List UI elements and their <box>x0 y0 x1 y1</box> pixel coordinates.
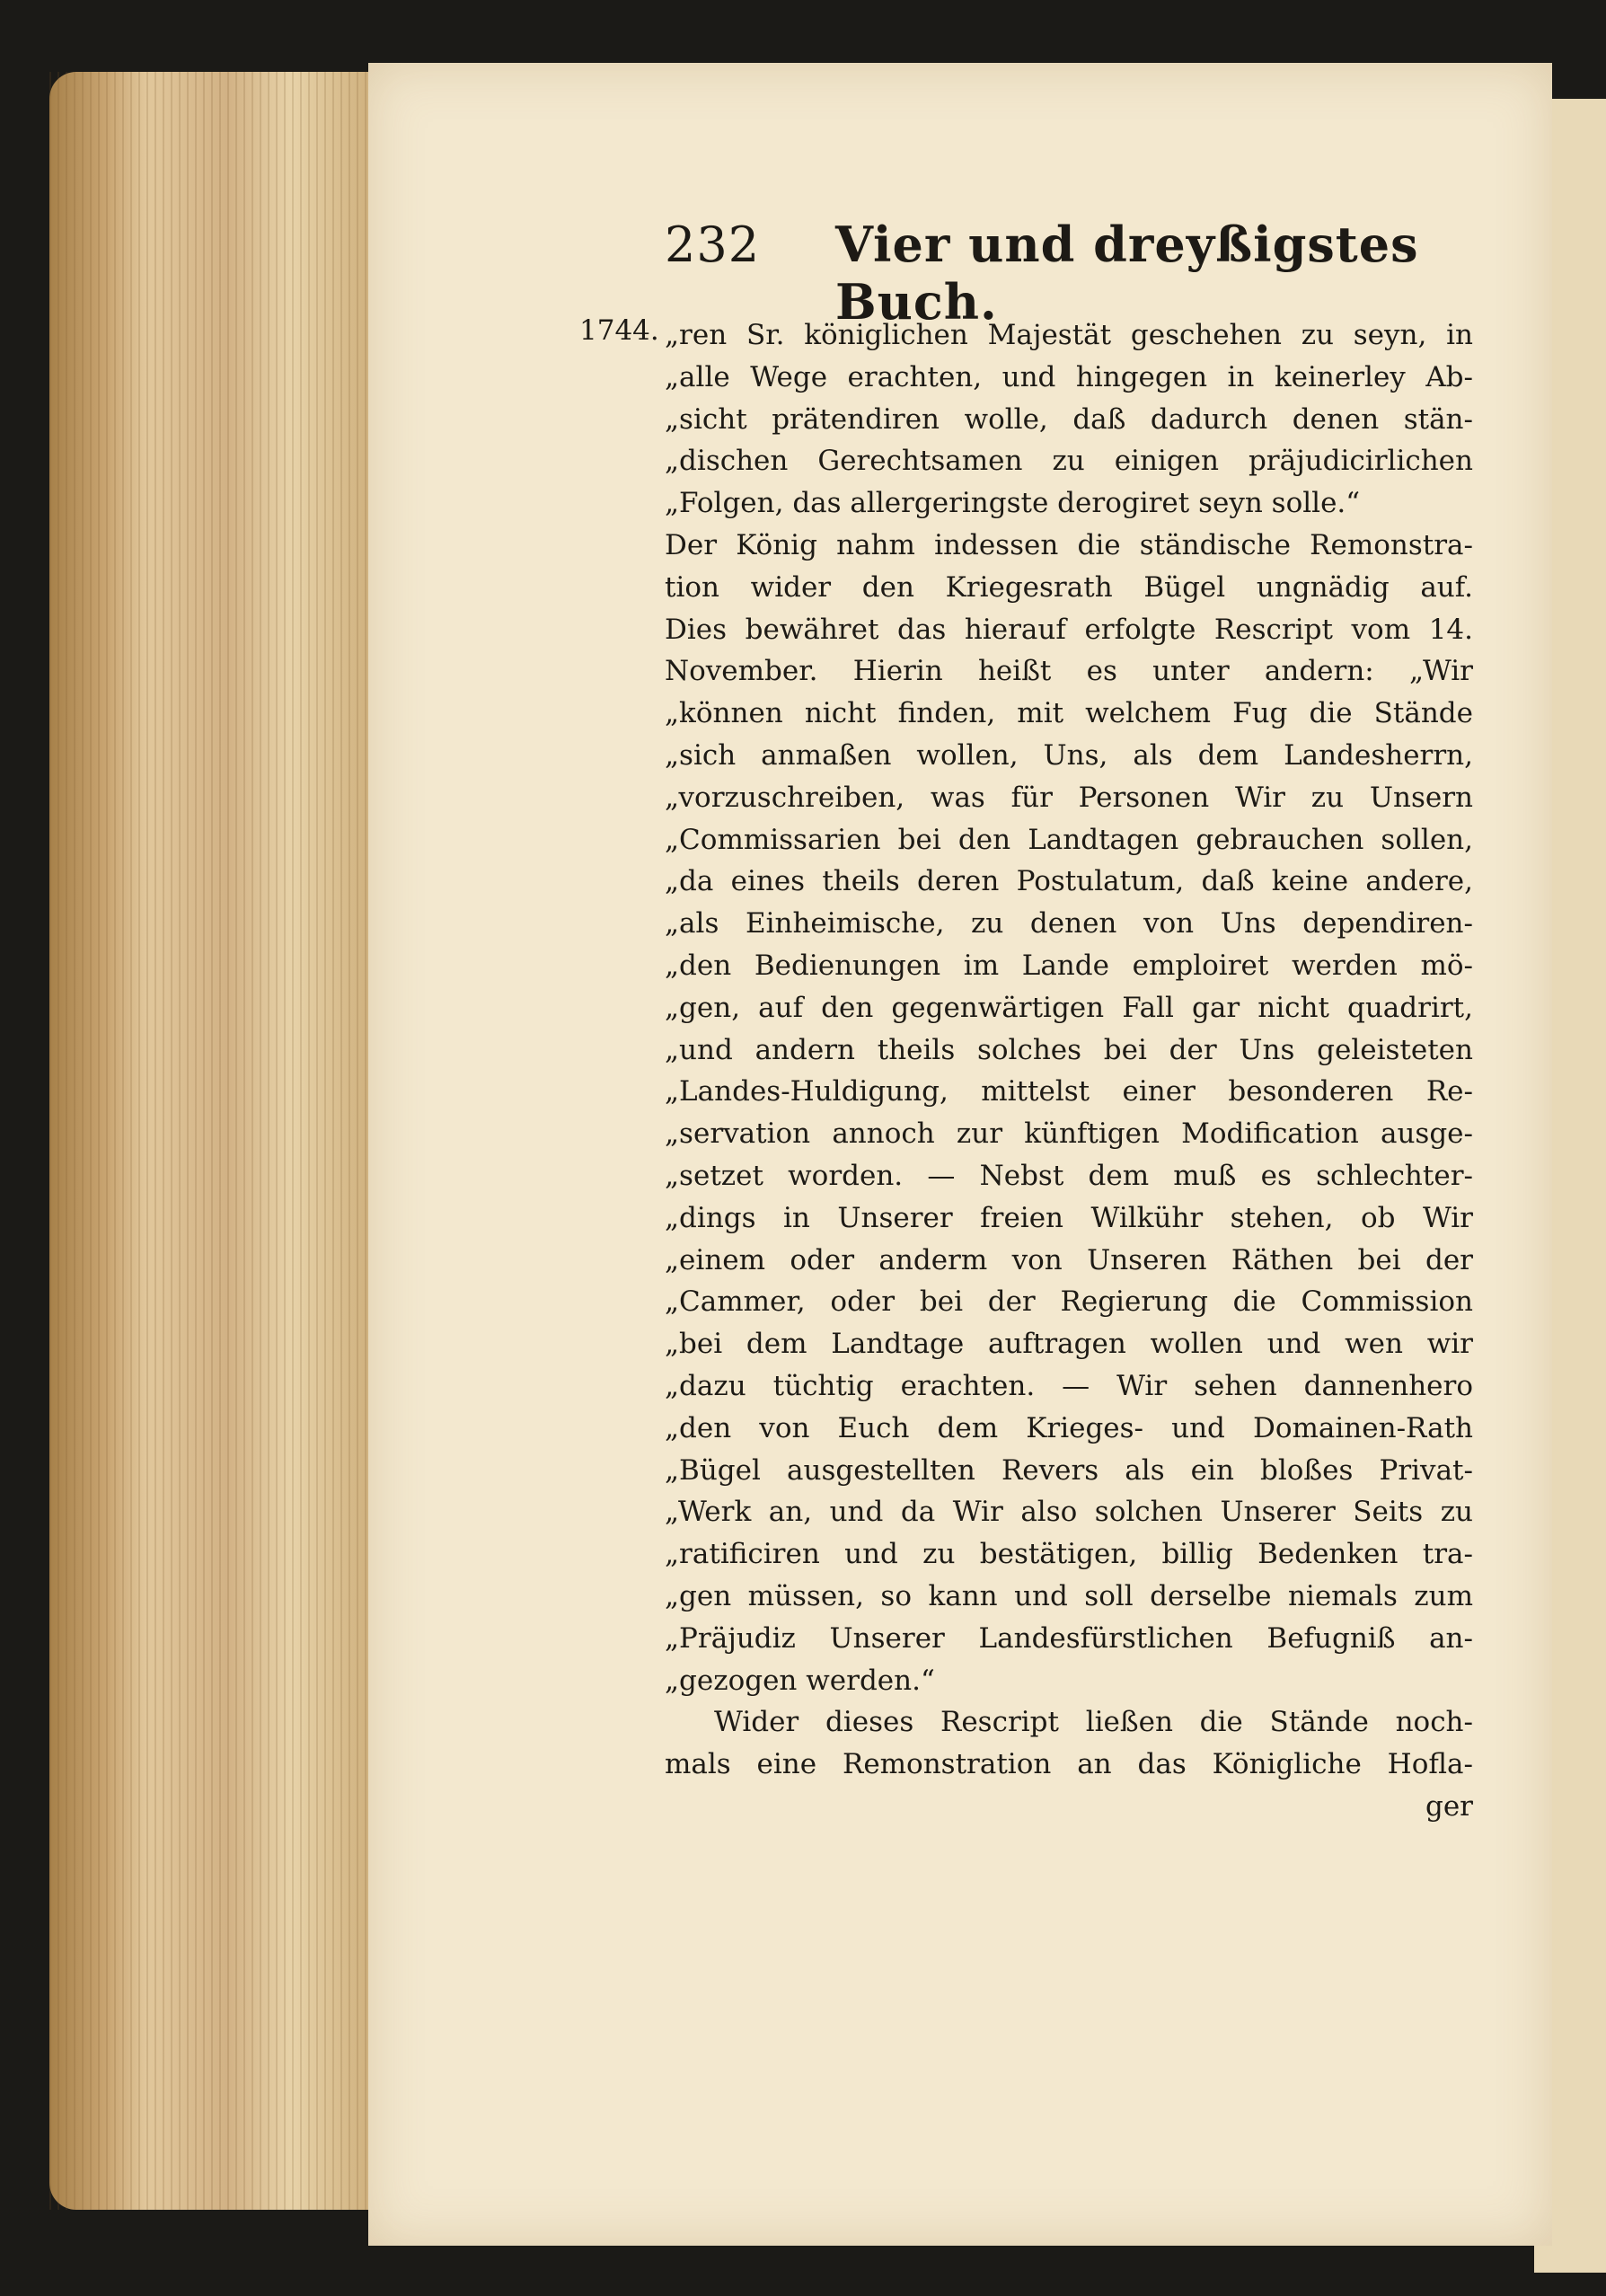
text-block <box>579 216 1473 1828</box>
text-line: „ren Sr. königlichen Majestät geschehen zu seyn, in <box>665 319 1473 351</box>
body-text <box>579 314 1473 1828</box>
text-line: „sicht prätendiren wolle, daß dadurch denen stän- <box>665 402 1473 436</box>
text-line: „als Einheimische, zu denen von Uns dependiren- <box>665 907 1473 940</box>
text-line: „servation annoch zur künftigen Modification ausge- <box>665 1117 1473 1151</box>
text-line: Wider dieses Rescript ließen die Stände noch- <box>714 1706 1473 1739</box>
text-line: mals eine Remonstration an das Königliche Hofla- <box>665 1748 1473 1781</box>
text-line: „dings in Unserer freien Wilkühr stehen, ob Wir <box>665 1201 1473 1234</box>
margin-year-note: 1744. <box>579 314 659 347</box>
text-line: „vorzuschreiben, was für Personen Wir zu Unsern <box>665 781 1473 814</box>
book-page-edges <box>49 72 373 2210</box>
text-line: „gen, auf den gegenwärtigen Fall gar nicht quadrirt, <box>665 991 1473 1024</box>
text-line: Der König nahm indessen die ständische Remonstra- <box>665 528 1473 561</box>
text-line: „Landes-Huldigung, mittelst einer besonderen Re- <box>665 1075 1473 1108</box>
text-line: „alle Wege erachten, und hingegen in keinerley Ab- <box>665 360 1473 393</box>
text-line: „Cammer, oder bei der Regierung die Commission <box>665 1285 1473 1319</box>
text-line: „sich anmaßen wollen, Uns, als dem Landesherrn, <box>665 738 1473 772</box>
text-line: „da eines theils deren Postulatum, daß keine andere, <box>665 865 1473 898</box>
text-line: tion wider den Kriegesrath Bügel ungnädig auf. <box>665 570 1473 604</box>
text-line: „bei dem Landtage auftragen wollen und wen wir <box>665 1328 1473 1361</box>
text-line: „gezogen werden.“ <box>665 1664 935 1697</box>
text-line: „Präjudiz Unserer Landesfürstlichen Befugniß an- <box>665 1621 1473 1655</box>
text-line: „dazu tüchtig erachten. — Wir sehen dannenhero <box>665 1369 1473 1402</box>
catchword: ger <box>1425 1789 1473 1823</box>
text-line: „setzet worden. — Nebst dem muß es schlechter- <box>665 1159 1473 1192</box>
page-header <box>665 216 1473 331</box>
text-line: „Bügel ausgestellten Revers als ein bloßes Privat- <box>665 1453 1473 1487</box>
text-line: „ratificiren und zu bestätigen, billig Bedenken tra- <box>665 1538 1473 1571</box>
text-line: Dies bewähret das hierauf erfolgte Rescript vom 14. <box>665 613 1473 646</box>
text-line: „den Bedienungen im Lande emploiret werden mö- <box>665 949 1473 982</box>
text-line: „den von Euch dem Krieges- und Domainen-Rath <box>665 1411 1473 1444</box>
book-page <box>368 63 1552 2246</box>
text-line: „und andern theils solches bei der Uns geleisteten <box>665 1033 1473 1066</box>
text-line: „gen müssen, so kann und soll derselbe niemals zum <box>665 1579 1473 1612</box>
text-line: „können nicht finden, mit welchem Fug die Stände <box>665 697 1473 730</box>
text-line: „dischen Gerechtsamen zu einigen präjudicirlichen <box>665 445 1473 478</box>
text-line: „Folgen, das allergeringste derogiret seyn solle.“ <box>665 487 1361 520</box>
page-number: 232 <box>665 216 761 273</box>
text-line: „Werk an, und da Wir also solchen Unserer Seits zu <box>665 1496 1473 1529</box>
text-line: „Commissarien bei den Landtagen gebrauchen sollen, <box>665 823 1473 856</box>
text-line: November. Hierin heißt es unter andern: „Wir <box>665 655 1473 688</box>
running-title: Vier und dreyßigstes Buch. <box>835 216 1419 331</box>
text-line: „einem oder anderm von Unseren Räthen bei der <box>665 1243 1473 1276</box>
